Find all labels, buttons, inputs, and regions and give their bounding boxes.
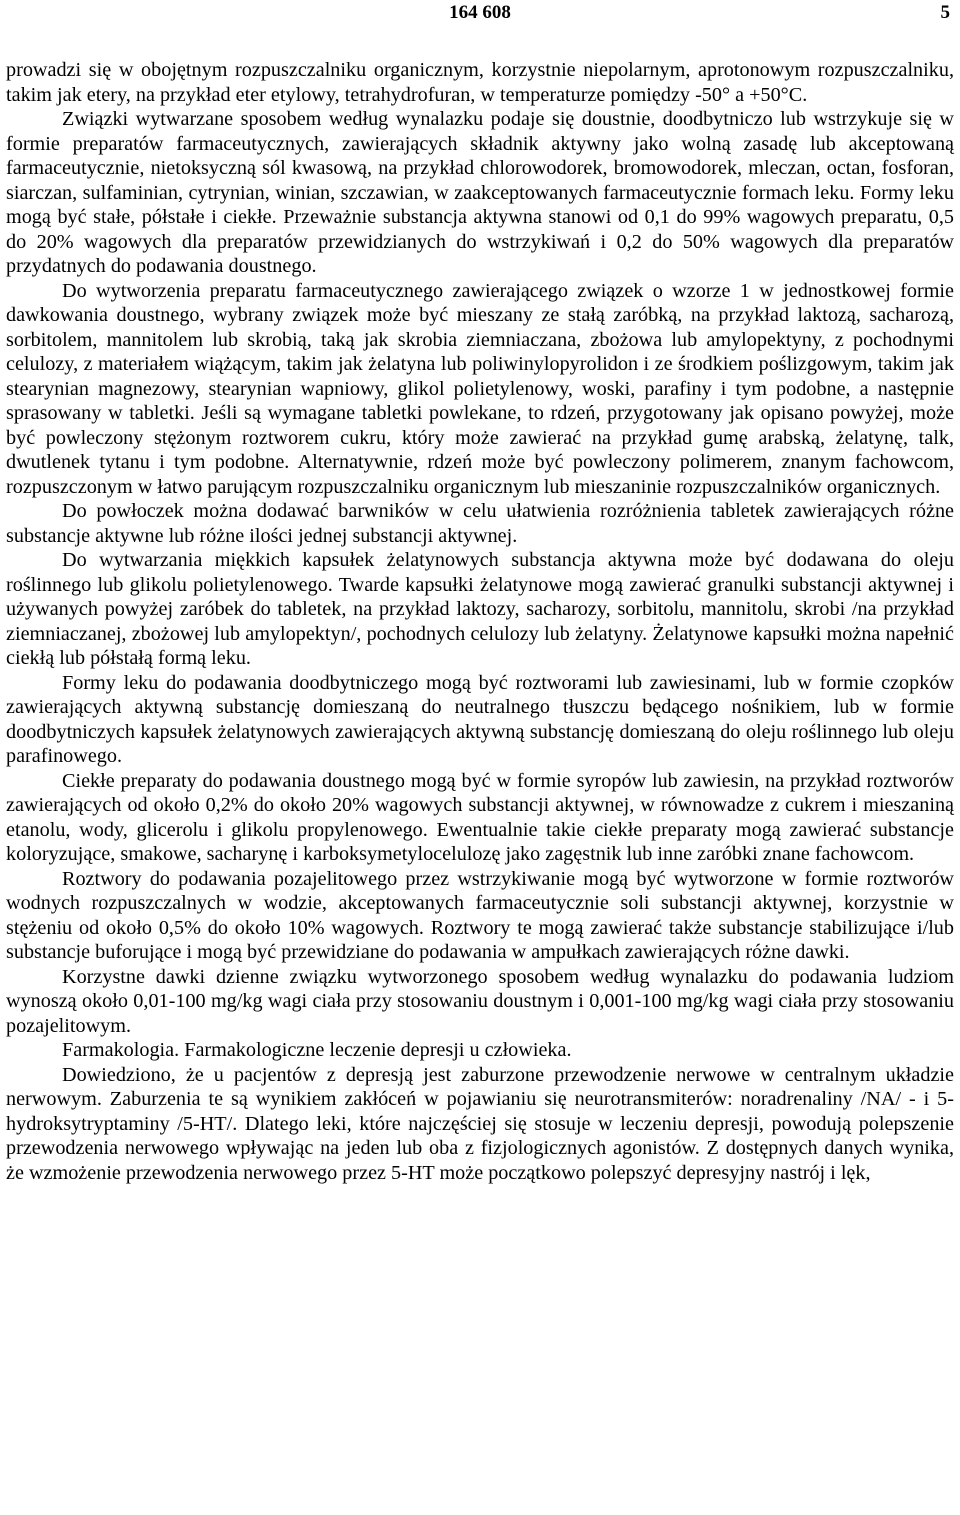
paragraph-parenteral: Roztwory do podawania pozajelitowego przez wstrzykiwanie mogą być wytworzone w formie roztworów wodnych rozpuszczalnych w wodzie, akceptowanych farmaceutycznie soli substancji aktywnej, korzystnie w stężeniu od około 0,5% do około 10% wagowych. Roztwory te mogą zawierać także substancje stabilizujące i/lub substancje buforujące i mogą być przewidziane do podawania w ampułkach zawierających różne dawki. xyxy=(6,867,954,963)
page-header xyxy=(6,0,954,36)
paragraph-pharmacology-heading: Farmakologia. Farmakologiczne leczenie depresji u człowieka. xyxy=(62,1039,572,1061)
paragraph-coating-dyes: Do powłoczek można dodawać barwników w celu ułatwienia rozróżnienia tabletek zawierających różne substancje aktywne lub różne ilości jednej substancji aktywnej. xyxy=(6,500,954,547)
paragraph-oral-tablets: Do wytworzenia preparatu farmaceutycznego zawierającego związek o wzorze 1 w jednostkowej formie dawkowania doustnego, wybrany związek może być mieszany ze stałą zaróbką, na przykład laktozą, sacharozą, sorbitolem, mannitolem lub skrobią, taką jak skrobia ziemniaczana, zbożowa lub amylopektyny, z pochodnymi celulozy, z materiałem wiążącym, takim jak żelatyna lub poliwinylopyrolidon i ze środkiem poślizgowym, takim jak stearynian magnezowy, stearynian wapniowy, glikol polietylenowy, woski, parafiny i tym podobne, a następnie sprasowany w tabletki. Jeśli są wymagane tabletki powlekane, to rdzeń, przygotowany jak opisano powyżej, może być powleczony stężonym roztworem cukru, który może zawierać na przykład gumę arabską, żelatynę, talk, dwutlenek tytanu i tym podobne. Alternatywnie, rdzeń może być powleczony polimerem, znanym fachowcom, rozpuszczonym w łatwo parującym rozpuszczalniku organicznym lub mieszaninie rozpuszczalników organicznych. xyxy=(6,279,954,498)
paragraph-liquid-oral: Ciekłe preparaty do podawania doustnego mogą być w formie syropów lub zawiesin, na przykład roztworów zawierających od około 0,2% do około 20% wagowych substancji aktywnej, w równowadze z cukrem i mieszaniną etanolu, wody, glicerolu i glikolu propylenowego. Ewentualnie takie ciekłe preparaty mogą zawierać substancje koloryzujące, smakowe, sacharynę i karboksymetylocelulozę jako zagęstnik lub inne zaróbki znane fachowcom. xyxy=(6,769,954,865)
patent-number: 164 608 xyxy=(449,2,511,23)
paragraph-capsules: Do wytwarzania miękkich kapsułek żelatynowych substancja aktywna może być dodawana do oleju roślinnego lub glikolu polietylenowego. Twarde kapsułki żelatynowe mogą zawierać granulki substancji aktywnej i używanych powyżej zaróbek do tabletek, na przykład laktozy, sacharozy, sorbitolu, mannitolu, skrobi /na przykład ziemniaczanej, zbożowej lub amylopektyn/, pochodnych celulozy lub żelatyny. Żelatynowe kapsułki można napełnić ciekłą lub półstałą formą leku. xyxy=(6,549,954,669)
page-number: 5 xyxy=(940,2,950,23)
paragraph-daily-doses: Korzystne dawki dzienne związku wytworzonego sposobem według wynalazku do podawania ludziom wynoszą około 0,01-100 mg/kg wagi ciała przy stosowaniu doustnym i 0,001-100 mg/kg wagi ciała przy stosowaniu pozajelitowym. xyxy=(6,965,954,1037)
paragraph-continuation: prowadzi się w obojętnym rozpuszczalniku organicznym, korzystnie niepolarnym, aprotonowym rozpuszczalniku, takim jak etery, na przykład eter etylowy, tetrahydrofuran, w temperaturze pomiędzy -50° a +50°C. xyxy=(6,59,954,106)
paragraph-depression: Dowiedziono, że u pacjentów z depresją jest zaburzone przewodzenie nerwowe w centralnym układzie nerwowym. Zaburzenia te są wynikiem zakłóceń w pojawianiu się neurotransmiterów: noradrenaliny /NA/ - i 5-hydroksytryptaminy /5-HT/. Dlatego leki, które najczęściej się stosuje w leczeniu depresji, powodują polepszenie przewodzenia nerwowego wpływając na jeden lub oba z fizjologicznych agonistów. Z dostępnych danych wynika, że wzmożenie przewodzenia nerwowego przez 5-HT może początkowo polepszyć depresyjny nastrój i lęk, xyxy=(6,1063,954,1184)
paragraph-rectal-forms: Formy leku do podawania doodbytniczego mogą być roztworami lub zawiesinami, lub w formie czopków zawierających aktywną substancję domieszaną do neutralnego tłuszczu będącego nośnikiem, lub w formie doodbytniczych kapsułek żelatynowych zawierających aktywną substancję domieszaną do oleju roślinnego lub oleju parafinowego. xyxy=(6,671,954,767)
body-text xyxy=(6,58,954,1185)
paragraph-administration: Związki wytwarzane sposobem według wynalazku podaje się doustnie, doodbytniczo lub wstrzykuje się w formie preparatów farmaceutycznych, zawierających składnik aktywny jako wolną zasadę lub akceptowaną farmaceutycznie, nietoksyczną sól kwasową, na przykład chlorowodorek, bromowodorek, mleczan, octan, fosforan, siarczan, sulfaminian, cytrynian, winian, szczawian, w zaakceptowanych farmaceutycznie formach leku. Formy leku mogą być stałe, półstałe i ciekłe. Przeważnie substancja aktywna stanowi od 0,1 do 99% wagowych preparatu, 0,5 do 20% wagowych dla preparatów przewidzianych do wstrzykiwań i 0,2 do 50% wagowych dla preparatów przydatnych do podawania doustnego. xyxy=(6,108,954,277)
